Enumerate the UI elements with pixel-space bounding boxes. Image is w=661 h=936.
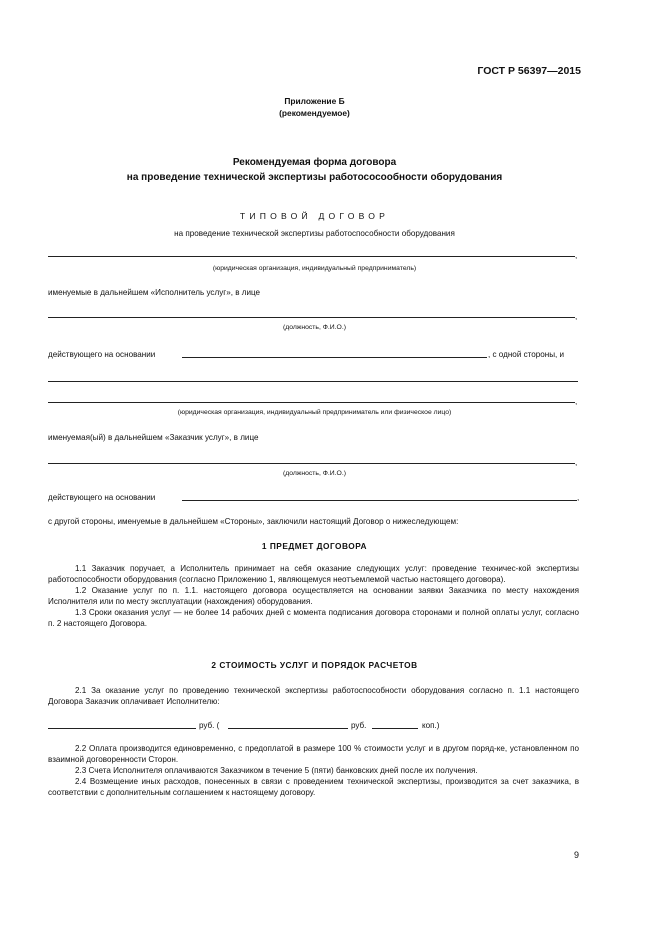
amount-rub-blank[interactable]	[48, 728, 196, 729]
comma-4: ,	[575, 458, 578, 467]
caption-org: (юридическая организация, индивидуальный предприниматель)	[212, 265, 417, 272]
contract-heading: ТИПОВОЙ ДОГОВОР	[239, 211, 390, 221]
clause-2-3: 2.3 Счета Исполнителя оплачиваются Заказчиком в течение 5 (пяти) банковских дней после их получения.	[75, 766, 478, 775]
caption-org-full: (юридическая организация, индивидуальный предприниматель или физическое лицо)	[177, 409, 452, 416]
comma-3: ,	[575, 397, 578, 406]
basis-blank-1[interactable]	[182, 357, 487, 358]
executor-org-blank[interactable]	[48, 256, 575, 257]
kop-label: коп.)	[422, 721, 440, 730]
clause-1-3: 1.3 Сроки оказания услуг — не более 14 рабочих дней с момента подписания договора сторонами и полной оплаты услуг, согласно п. 2 настоящего Договора.	[48, 608, 579, 628]
basis-label-1: действующего на основании	[48, 350, 156, 359]
contract-subheading: на проведение технической экспертизы работоспособности оборудования	[174, 229, 455, 238]
appendix-subtitle: (рекомендуемое)	[279, 108, 350, 118]
section-1-title: 1 ПРЕДМЕТ ДОГОВОРА	[261, 541, 368, 551]
one-side-text: , с одной стороны, и	[488, 350, 565, 359]
other-side-text: с другой стороны, именуемые в дальнейшем «Стороны», заключили настоящий Договор о нижеследующем:	[48, 517, 459, 526]
section-2-intro	[48, 685, 579, 707]
section-2-title: 2 СТОИМОСТЬ УСЛУГ И ПОРЯДОК РАСЧЕТОВ	[211, 660, 418, 670]
appendix-title: Приложение Б	[284, 96, 345, 106]
clause-2-1: 2.1 За оказание услуг по проведению технической экспертизы работоспособности оборудования согласно п. 1.1 настоящего Договора Заказчик оплачивает Исполнителю:	[48, 686, 579, 706]
form-title-line2: на проведение технической экспертизы работососообности оборудования	[126, 172, 503, 183]
customer-org-blank-2[interactable]	[48, 402, 575, 403]
rub-label-2: руб.	[351, 721, 367, 730]
page-number: 9	[573, 850, 579, 860]
executor-position-blank[interactable]	[48, 317, 575, 318]
amount-words-blank[interactable]	[228, 728, 348, 729]
clause-2-2: 2.2 Оплата производится единовременно, с предоплатой в размере 100 % стоимости услуг и в другом поряд-ке, установленном по взаимной договоренности Сторон.	[48, 744, 579, 764]
customer-org-blank-1[interactable]	[48, 381, 578, 382]
clause-2-4: 2.4 Возмещение иных расходов, понесенных в связи с проведением технической экспертизы, производится за счет заказчика, в соответствии с дополнительным соглашением к настоящему договору.	[48, 777, 579, 797]
rub-label-1: руб. (	[199, 721, 220, 730]
customer-label: именуемая(ый) в дальнейшем «Заказчик услуг», в лице	[48, 433, 259, 442]
basis-blank-2[interactable]	[182, 500, 577, 501]
form-title-line1: Рекомендуемая форма договора	[232, 157, 397, 168]
section-2-body	[48, 743, 579, 798]
amount-kop-blank[interactable]	[372, 728, 418, 729]
customer-position-blank[interactable]	[48, 463, 575, 464]
comma-1: ,	[575, 251, 578, 260]
standard-number: ГОСТ Р 56397—2015	[477, 65, 581, 77]
basis-label-2: действующего на основании	[48, 493, 156, 502]
one-side-label: с одной стороны, и	[492, 350, 565, 359]
caption-position-2: (должность, Ф.И.О.)	[282, 470, 346, 477]
clause-1-2: 1.2 Оказание услуг по п. 1.1. настоящего договора осуществляется на основании заявки Заказчика по месту нахождения Исполнителя или по месту эксплуатации (нахождения) оборудования.	[48, 586, 579, 606]
clause-1-1: 1.1 Заказчик поручает, а Исполнитель принимает на себя оказание следующих услуг: проведение техничес-кой экспертизы работоспособности оборудования (согласно Приложению 1, являющемуся неотъемлемой частью настоящего договора).	[48, 564, 579, 584]
comma-2: ,	[575, 312, 578, 321]
comma-5: ,	[577, 493, 580, 502]
executor-label: именуемые в дальнейшем «Исполнитель услуг», в лице	[48, 288, 261, 297]
section-1-body	[48, 563, 579, 629]
caption-position: (должность, Ф.И.О.)	[282, 324, 346, 331]
